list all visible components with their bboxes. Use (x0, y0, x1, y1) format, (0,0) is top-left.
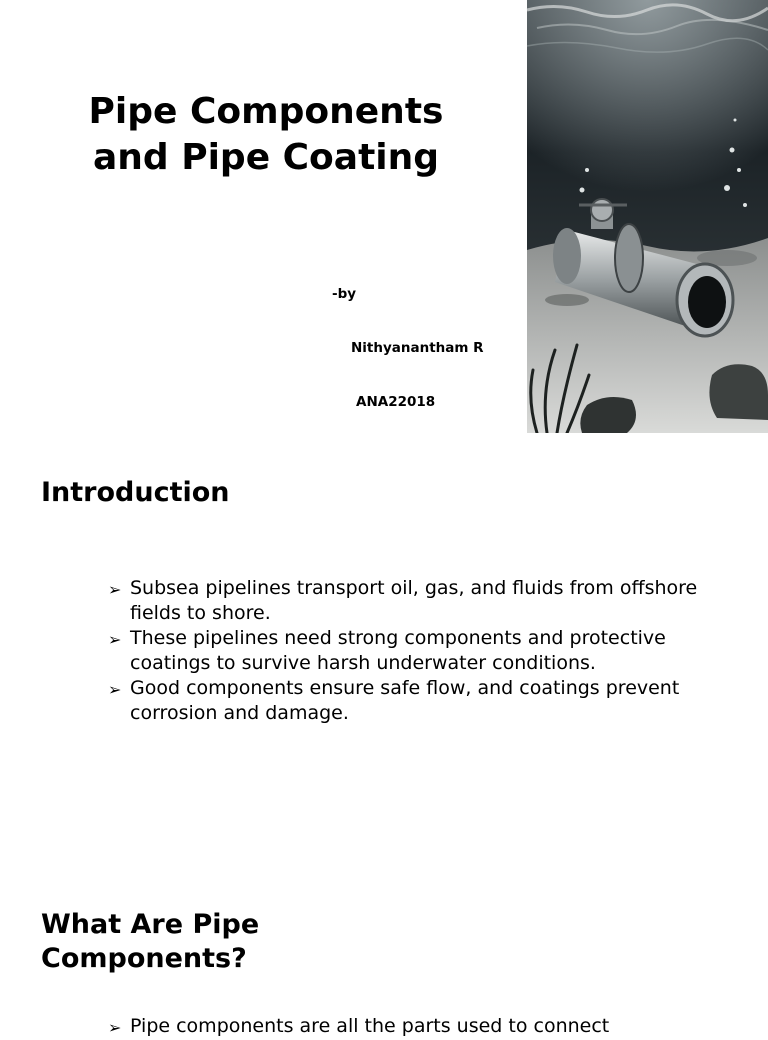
heading-line-2: Components? (41, 943, 247, 974)
arrowhead-bullet-icon: ➢ (108, 580, 122, 599)
title-line-2: and Pipe Coating (92, 137, 440, 178)
bullet-text: Good components ensure safe flow, and coatings prevent corrosion and damage. (130, 677, 680, 724)
author-byline (320, 249, 484, 447)
list-item (108, 576, 698, 626)
bullet-text: These pipelines need strong components and protective coatings to survive harsh underwater conditions. (130, 627, 666, 674)
by-label: -by (332, 286, 357, 302)
title-line-1: Pipe Components (88, 91, 444, 132)
introduction-bullet-list (108, 576, 698, 726)
list-item (108, 626, 698, 676)
list-item (108, 676, 698, 726)
bullet-text: Subsea pipelines transport oil, gas, and fluids from offshore fields to shore. (130, 577, 698, 624)
pipe-components-heading (41, 908, 259, 976)
bullet-text: Pipe components are all the parts used to connect (130, 1015, 610, 1037)
arrowhead-bullet-icon: ➢ (108, 680, 122, 699)
introduction-slide (0, 433, 768, 865)
introduction-heading: Introduction (41, 477, 230, 508)
presentation-title (30, 89, 502, 181)
title-slide (0, 0, 768, 433)
pipe-components-slide (0, 865, 768, 1037)
pipe-components-bullet-list (108, 1014, 698, 1039)
arrowhead-bullet-icon: ➢ (108, 1018, 122, 1037)
author-name: Nithyanantham R (351, 340, 484, 356)
heading-line-1: What Are Pipe (41, 909, 260, 940)
author-id: ANA22018 (356, 394, 436, 410)
arrowhead-bullet-icon: ➢ (108, 630, 122, 649)
pipeline-illustration-icon (527, 0, 768, 433)
underwater-pipeline-photo (527, 0, 768, 433)
list-item (108, 1014, 698, 1039)
